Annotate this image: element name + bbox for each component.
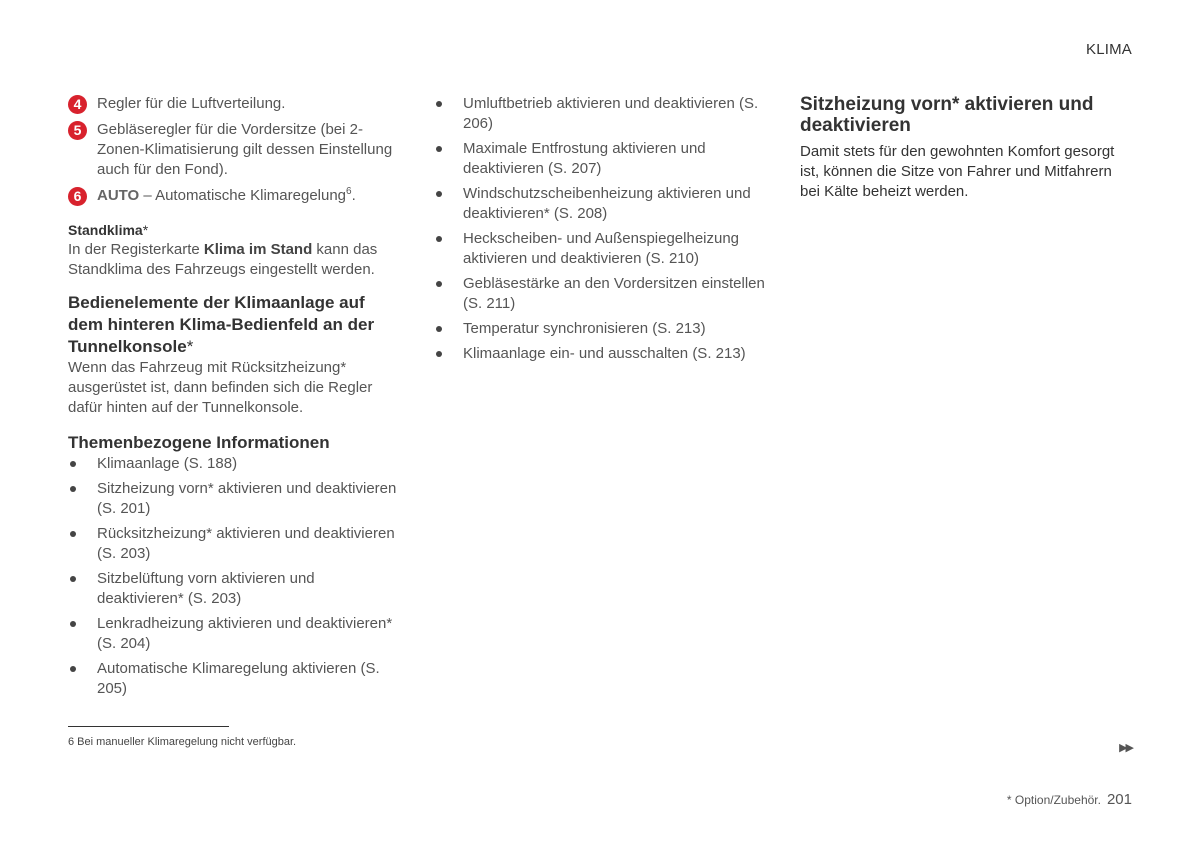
standklima-text-b: kann das Standklima des Fahrzeugs eingestellt werden. [68, 241, 378, 278]
standklima-text-a: In der Registerkarte [68, 241, 204, 258]
number-badge-4: 4 [68, 95, 87, 114]
footnote-text: Bei manueller Klimaregelung nicht verfügbar. [74, 736, 297, 748]
numbered-item-6 [68, 186, 403, 206]
bullet-icon [436, 351, 442, 357]
number-badge-6: 6 [68, 187, 87, 206]
standklima-heading [68, 220, 403, 240]
column-right [800, 94, 1132, 202]
list-item[interactable] [68, 454, 403, 474]
list-item-text: Automatische Klimaregelung aktivieren (S. 205) [97, 660, 380, 697]
bedienelemente-text: Wenn das Fahrzeug mit Rücksitzheizung* ausgerüstet ist, dann befinden sich die Regler dafür hinten auf der Tunnelkonsole. [68, 359, 373, 416]
number-badge-5: 5 [68, 121, 87, 140]
list-item[interactable] [434, 274, 774, 314]
list-item[interactable] [68, 524, 403, 564]
list-item-text: Umluftbetrieb aktivieren und deaktivieren (S. 206) [463, 95, 759, 132]
list-item[interactable] [68, 479, 403, 519]
bullet-icon [436, 191, 442, 197]
option-star: * [142, 222, 149, 238]
list-item-text: Sitzheizung vorn* aktivieren und deaktivieren (S. 201) [97, 480, 397, 517]
list-item-text: Gebläsestärke an den Vordersitzen einstellen (S. 211) [463, 275, 765, 312]
option-note: * Option/Zubehör. [1006, 793, 1101, 807]
list-item-text: Windschutzscheibenheizung aktivieren und deaktivieren* (S. 208) [463, 185, 751, 222]
page-footer [1007, 790, 1132, 810]
bullet-icon [436, 326, 442, 332]
list-item[interactable] [68, 659, 403, 699]
list-item[interactable] [68, 569, 403, 609]
bullet-icon [70, 486, 76, 492]
list-item-text: Maximale Entfrostung aktivieren und deaktivieren (S. 207) [463, 140, 706, 177]
auto-label: AUTO [97, 187, 140, 204]
next-page-arrows-icon[interactable]: ▶▶ [1119, 742, 1132, 754]
related-links-list [434, 94, 774, 364]
numbered-item-text: Regler für die Luftverteilung. [97, 95, 286, 112]
footnote-ref[interactable]: 6 [346, 186, 352, 197]
list-item-text: Sitzbelüftung vorn aktivieren und deaktivieren* (S. 203) [97, 570, 315, 607]
list-item[interactable] [68, 614, 403, 654]
option-star: * [186, 337, 194, 356]
standklima-heading-text: Standklima [68, 222, 143, 238]
bullet-icon [436, 236, 442, 242]
numbered-item-5 [68, 120, 403, 180]
list-item-text: Klimaanlage ein- und ausschalten (S. 213) [463, 345, 746, 362]
sentence-end: . [351, 187, 356, 204]
bullet-icon [436, 101, 442, 107]
list-item[interactable] [434, 344, 774, 364]
themen-heading: Themenbezogene Informationen [68, 433, 330, 452]
ui-term-klima-im-stand: Klima im Stand [203, 241, 313, 258]
bedienelemente-heading [68, 292, 403, 358]
sitzheizung-intro: Damit stets für den gewohnten Komfort gesorgt ist, können die Sitze von Fahrer und Mitfahrern bei Kälte beheizt werden. [800, 143, 1115, 200]
column-middle [434, 94, 774, 369]
bullet-icon [70, 576, 76, 582]
bullet-icon [70, 621, 76, 627]
bullet-icon [70, 666, 76, 672]
bullet-icon [436, 281, 442, 287]
footnote [68, 732, 296, 752]
list-item-text: Lenkradheizung aktivieren und deaktivieren* (S. 204) [97, 615, 393, 652]
numbered-item-text: – Automatische Klimaregelung [139, 187, 347, 204]
list-item[interactable] [434, 229, 774, 269]
section-header: KLIMA [1085, 41, 1132, 58]
list-item[interactable] [434, 139, 774, 179]
page-number: 201 [1106, 791, 1132, 808]
themen-list [68, 454, 403, 699]
bullet-icon [436, 146, 442, 152]
numbered-item-4 [68, 94, 403, 114]
list-item-text: Rücksitzheizung* aktivieren und deaktivieren (S. 203) [97, 525, 395, 562]
sitzheizung-heading: Sitzheizung vorn* aktivieren und deaktivieren [800, 94, 1094, 136]
bullet-icon [70, 531, 76, 537]
standklima-text [68, 240, 403, 280]
list-item-text: Temperatur synchronisieren (S. 213) [463, 320, 706, 337]
list-item[interactable] [434, 94, 774, 134]
footnote-divider [68, 726, 229, 727]
column-left [68, 94, 403, 704]
list-item-text: Heckscheiben- und Außenspiegelheizung aktivieren und deaktivieren (S. 210) [463, 230, 740, 267]
list-item[interactable] [434, 184, 774, 224]
bullet-icon [70, 461, 76, 467]
bedienelemente-heading-text: Bedienelemente der Klimaanlage auf dem hinteren Klima-Bedienfeld an der Tunnelkonsole [68, 293, 375, 356]
numbered-item-text: Gebläseregler für die Vordersitze (bei 2-Zonen-Klimatisierung gilt dessen Einstellung auch für den Fond). [97, 121, 393, 178]
footnote-number: 6 [68, 736, 75, 748]
list-item-text: Klimaanlage (S. 188) [97, 455, 238, 472]
list-item[interactable] [434, 319, 774, 339]
